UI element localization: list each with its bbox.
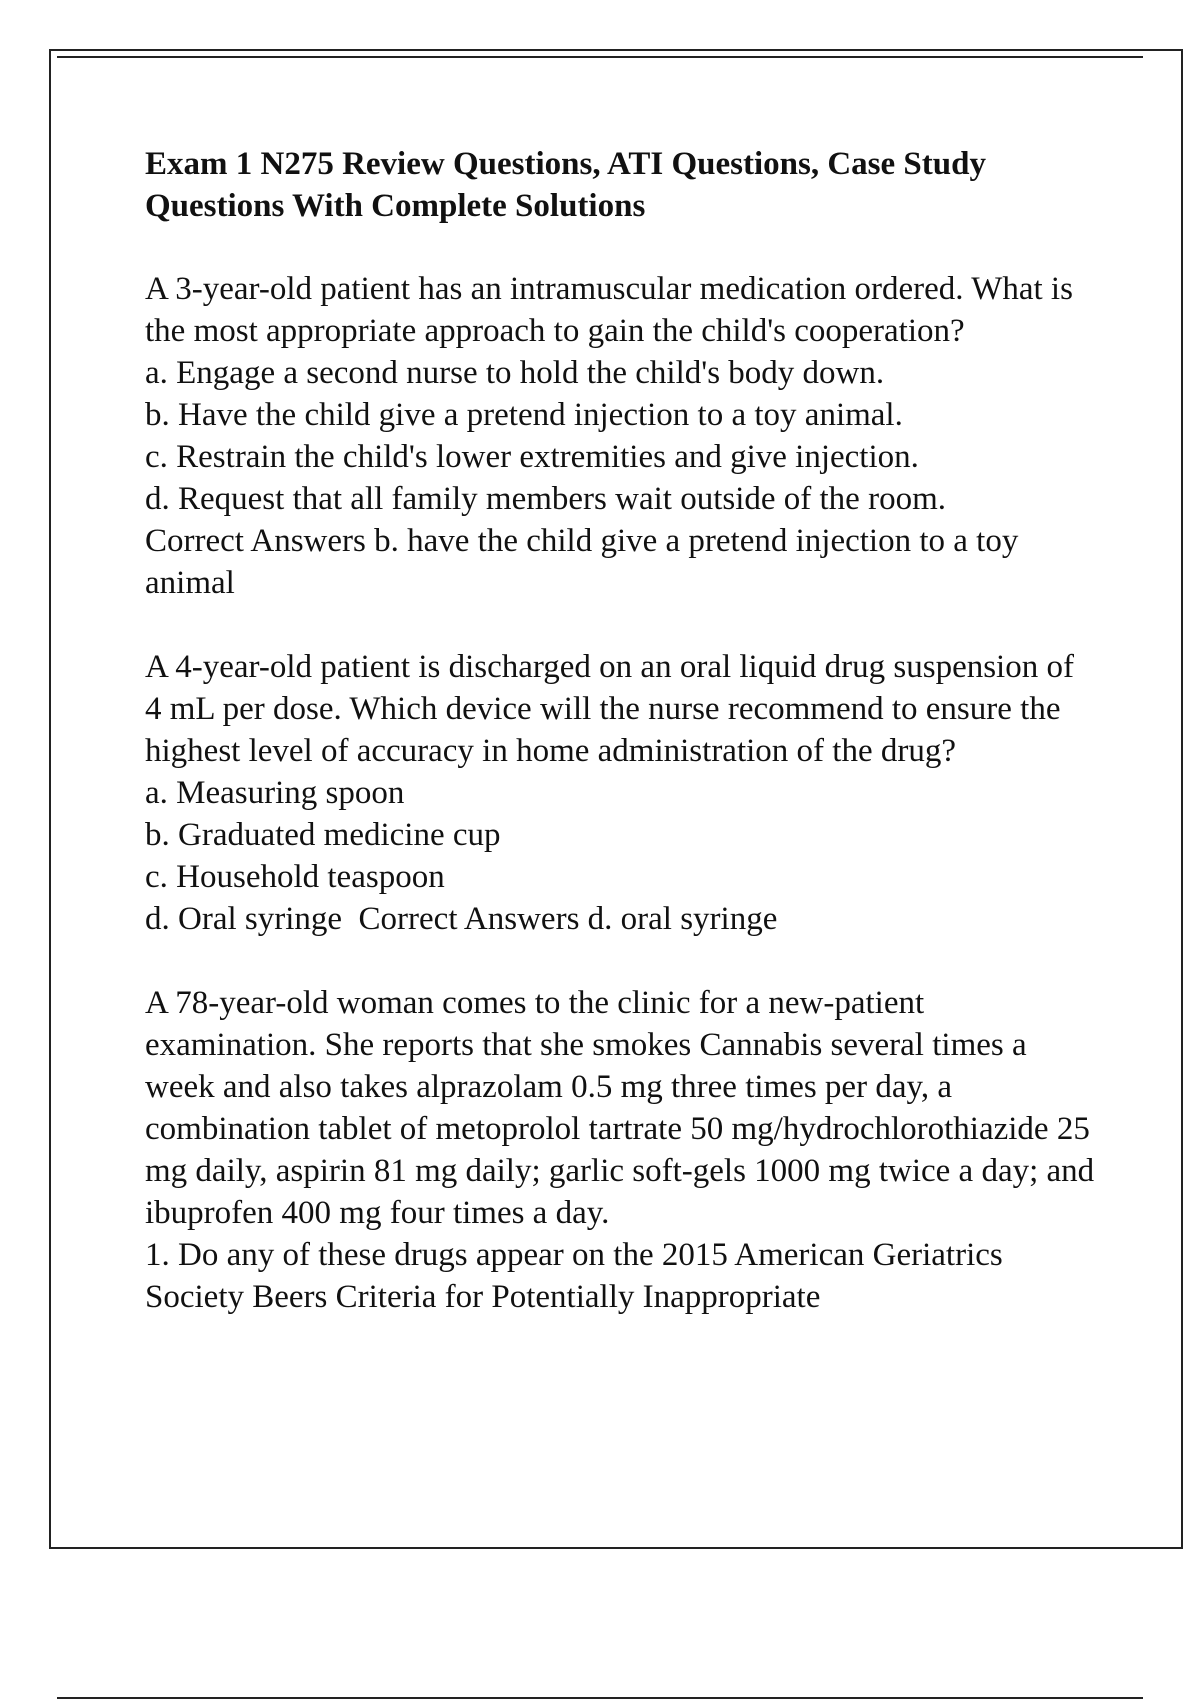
- answer-option: c. Restrain the child's lower extremities and give injection.: [145, 439, 919, 475]
- answer-option: a. Engage a second nurse to hold the child's body down.: [145, 355, 885, 391]
- answer-option: b. Have the child give a pretend injection to a toy animal.: [145, 397, 903, 433]
- question-1: [145, 268, 1095, 604]
- sub-question: 1. Do any of these drugs appear on the 2015 American Geriatrics Society Beers Criteria for Potentially Inappropriate: [145, 1237, 1003, 1315]
- answer-option: c. Household teaspoon: [145, 859, 445, 895]
- question-2: [145, 646, 1095, 940]
- question-stem: A 3-year-old patient has an intramuscular medication ordered. What is the most appropriate approach to gain the child's cooperation?: [145, 271, 1073, 349]
- answer-option: a. Measuring spoon: [145, 775, 405, 811]
- question-3: [145, 982, 1095, 1318]
- top-rule: [57, 56, 1143, 58]
- answer-option: d. Oral syringe: [145, 901, 343, 937]
- correct-answer: Correct Answers d. oral syringe: [358, 901, 778, 937]
- question-stem: A 4-year-old patient is discharged on an oral liquid drug suspension of 4 mL per dose. Which device will the nurse recommend to ensure the highest level of accuracy in home administration of the drug?: [145, 649, 1074, 769]
- answer-option-with-answer: [145, 898, 1095, 940]
- correct-answer: Correct Answers b. have the child give a pretend injection to a toy animal: [145, 523, 1019, 601]
- document-title: Exam 1 N275 Review Questions, ATI Questions, Case Study Questions With Complete Solutions: [145, 146, 986, 224]
- bottom-rule: [57, 1697, 1143, 1699]
- answer-option: d. Request that all family members wait outside of the room.: [145, 481, 946, 517]
- answer-option: b. Graduated medicine cup: [145, 817, 501, 853]
- document-body: [145, 143, 1095, 1360]
- question-stem: A 78-year-old woman comes to the clinic for a new-patient examination. She reports that she smokes Cannabis several times a week and also takes alprazolam 0.5 mg three times per day, a combination tablet of metoprolol tartrate 50 mg/hydrochlorothiazide 25 mg daily, aspirin 81 mg daily; garlic soft-gels 1000 mg twice a day; and ibuprofen 400 mg four times a day.: [145, 985, 1095, 1231]
